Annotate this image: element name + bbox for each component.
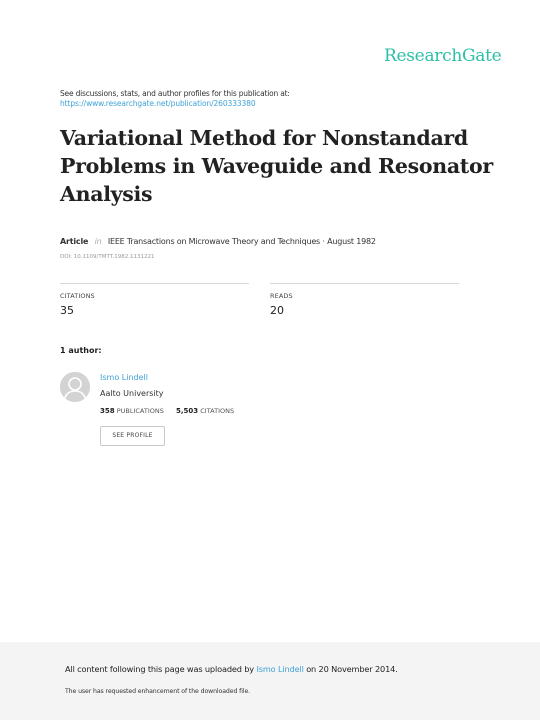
author-citations-count: 5,503 [176, 407, 199, 415]
upload-suffix: on 20 November 2014. [306, 664, 398, 674]
in-label: in [94, 237, 102, 246]
see-profile-button[interactable]: SEE PROFILE [100, 426, 165, 446]
authors-heading: 1 author: [60, 346, 102, 355]
author-institution: Aalto University [100, 389, 164, 398]
user-silhouette-icon [60, 372, 90, 402]
avatar[interactable] [60, 372, 90, 402]
author-stats [100, 407, 234, 415]
researchgate-logo[interactable]: ResearchGate [384, 46, 502, 66]
citations-value: 35 [60, 304, 74, 317]
enhancement-note: The user has requested enhancement of the downloaded file. [65, 688, 251, 695]
reads-label: READS [270, 292, 293, 300]
publication-venue[interactable]: IEEE Transactions on Microwave Theory and Techniques [107, 237, 321, 246]
publication-title: Variational Method for Nonstandard Problems in Waveguide and Resonator Analysis [60, 126, 493, 206]
uploader-name-link[interactable]: Ismo Lindell [256, 664, 304, 674]
publication-meta [60, 237, 376, 246]
citations-divider [60, 283, 249, 284]
citations-label: CITATIONS [60, 292, 95, 300]
upload-info [65, 664, 398, 674]
publication-doi: DOI: 10.1109/TMTT.1982.1131221 [60, 254, 155, 260]
author-name-link[interactable]: Ismo Lindell [100, 373, 148, 382]
publication-date: August 1982 [327, 237, 376, 246]
author-publications-count: 358 [100, 407, 115, 415]
reads-value: 20 [270, 304, 284, 317]
author-citations-label: CITATIONS [200, 407, 235, 415]
footer [0, 642, 540, 720]
meta-separator: · [320, 237, 328, 246]
reads-divider [270, 283, 459, 284]
author-publications-label: PUBLICATIONS [116, 407, 164, 415]
publication-type: Article [60, 237, 89, 246]
publication-url-link[interactable]: https://www.researchgate.net/publication/260333380 [60, 99, 256, 108]
upload-prefix: All content following this page was uploaded by [65, 664, 255, 674]
discussion-text: See discussions, stats, and author profiles for this publication at: [60, 89, 290, 98]
